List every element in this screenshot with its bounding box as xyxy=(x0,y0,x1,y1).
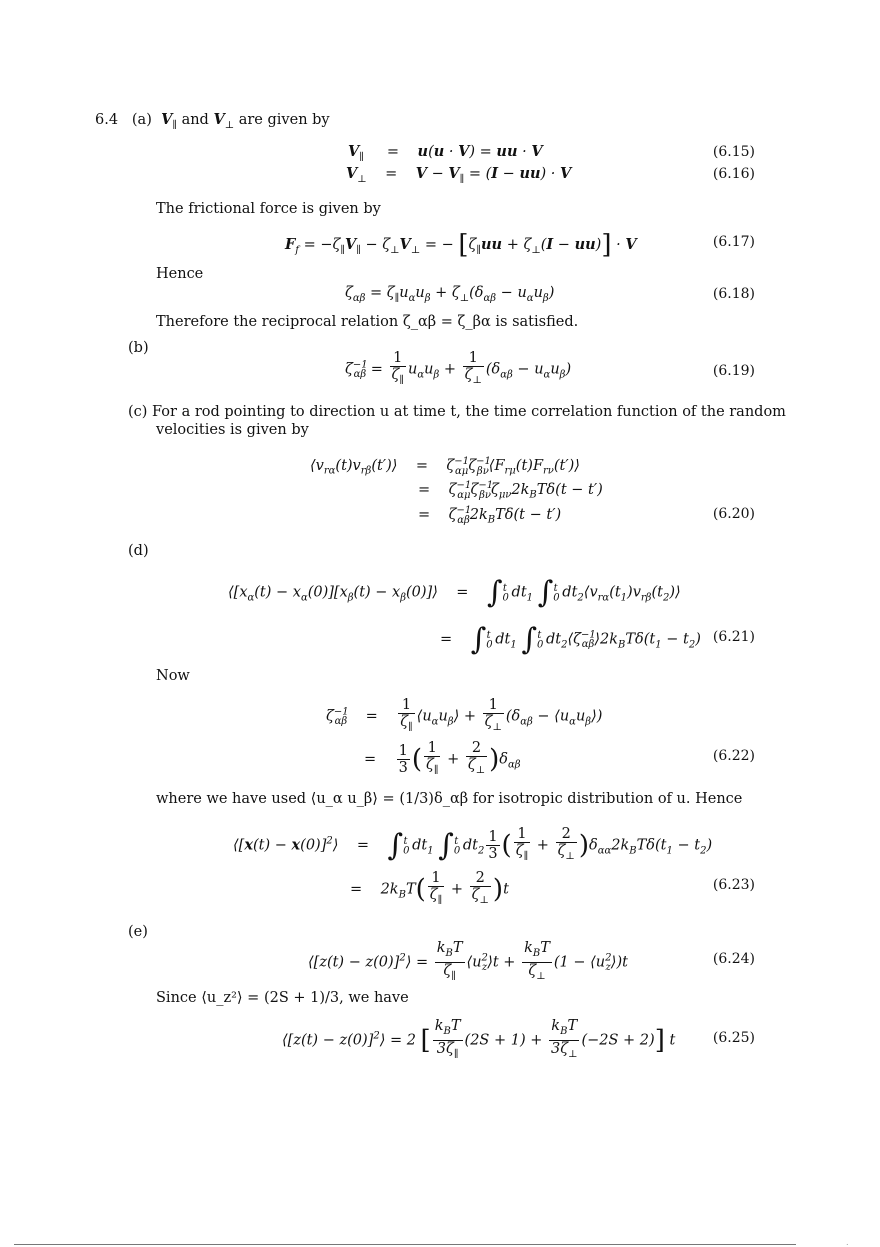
part-c-text-line1: (c) For a rod pointing to direction u at time t, the time correlation function of the random xyxy=(128,404,786,420)
equation-6-20-line1: $⟨v_{r\alpha}(t)v_{r\beta}(t')⟩$ = $\zeta^{-1}_{\alpha\mu}\zeta^{-1}_{\beta\nu}⟨F_{r\mu}(t)F_{r\nu}(t')⟩$ xyxy=(310,456,580,477)
equation-number: (6.19) xyxy=(712,363,755,379)
equation-number: (6.24) xyxy=(712,951,755,967)
equation-6-17: $F_f = -\zeta_\parallel V_\parallel - \zeta_\perp V_\perp$ = − $[\zeta_\parallel uu + \zeta_\perp(I - uu)] \cdot V$ xyxy=(285,230,637,260)
where-text: where we have used ⟨u_α u_β⟩ = (1/3)δ_αβ for isotropic distribution of u. Hence xyxy=(156,791,743,807)
equation-6-19: $\zeta^{-1}_{\alpha\beta}$ = $\frac{1}{\zeta_\parallel}$ $u_\alpha u_\beta$ + $\frac{1}{\zeta_\perp}$ $(\delta_{\alpha\beta} - u_\alpha u_\beta)$ xyxy=(345,350,572,386)
equation-6-20-line3: = $\zeta^{-1}_{\alpha\beta}2k_BT\delta(t - t')$ xyxy=(418,505,562,526)
equation-number: (6.18) xyxy=(712,286,755,302)
equation-6-18: $\zeta_{\alpha\beta} = \zeta_\parallel u_\alpha u_\beta + \zeta_\perp(\delta_{\alpha\beta} - u_\alpha u_\beta)$ xyxy=(345,285,555,304)
since-text: Since ⟨u_z²⟩ = (2S + 1)/3, we have xyxy=(156,990,409,1006)
page-mark: . xyxy=(846,1238,849,1247)
footer-rule xyxy=(14,1244,796,1245)
equation-6-25: ⟨[z(t) − z(0)]$^2$⟩ = 2 [ $\frac{k_BT}{3\zeta_\parallel}$ (2S + 1) + $\frac{k_BT}{3\zeta_\perp}$ (−2S + 2)] t xyxy=(282,1018,676,1060)
equation-6-23-line1: ⟨[x(t) − x(0)]$^2$⟩ = $\int_0^t$ $dt_1$ $\int_0^t$ $dt_2$ $\frac{1}{3}$ ( $\frac{1}{\zeta_\parallel}$ + $\frac{2}{\zeta_\perp}$ )$\delta_{\alpha\alpha}2k_BT\delta(t_1 - t_2)$ xyxy=(233,826,713,863)
equation-number: (6.23) xyxy=(712,877,755,893)
equation-number: (6.16) xyxy=(712,166,755,182)
part-a-label: (a) xyxy=(131,112,152,128)
problem-number: 6.4 xyxy=(95,112,119,128)
equation-6-15: $V_\parallel$ = u(u · V) = uu · V xyxy=(348,143,543,163)
hence-text-1: Hence xyxy=(156,266,204,282)
equation-6-21-line2: = $\int_0^t$ $dt_1$ $\int_0^t$ $dt_2⟨\zeta^{-1}_{\alpha\beta}⟩2k_BT\delta(t_1 - t_2)$ xyxy=(440,622,701,657)
equation-number: (6.17) xyxy=(712,234,755,250)
equation-6-20-line2: = $\zeta^{-1}_{\alpha\mu}\zeta^{-1}_{\beta\nu}\zeta_{\mu\nu}2k_BT\delta(t - t')$ xyxy=(418,480,603,501)
equation-number: (6.20) xyxy=(712,506,755,522)
part-d-label: (d) xyxy=(128,543,149,559)
equation-6-23-line2: = $2k_BT$( $\frac{1}{\zeta_\parallel}$ + $\frac{2}{\zeta_\perp}$ )t xyxy=(350,870,509,906)
equation-6-22-line2: = $\frac{1}{3}$ ( $\frac{1}{\zeta_\parallel}$ + $\frac{2}{\zeta_\perp}$ )$\delta_{\alpha\beta}$ xyxy=(364,740,521,776)
reciprocal-text: Therefore the reciprocal relation ζ_αβ = ζ_βα is satisfied. xyxy=(156,314,579,330)
part-c-text-line2: velocities is given by xyxy=(156,422,309,438)
equation-6-24: ⟨[z(t) − z(0)]$^2$⟩ = $\frac{k_BT}{\zeta_\parallel}$ $⟨u^2_z⟩t$ + $\frac{k_BT}{\zeta_\perp}$ $(1 - ⟨u^2_z⟩)t$ xyxy=(308,940,628,982)
equation-number: (6.21) xyxy=(712,629,755,645)
part-b-label: (b) xyxy=(128,340,149,356)
equation-6-16: $V_\perp$ = $V - V_\parallel = (I - uu) \cdot V$ xyxy=(346,165,572,185)
equation-number: (6.15) xyxy=(712,144,755,160)
problem-number-line: 6.4 (a) $V_\parallel$ and $V_\perp$ are given by xyxy=(95,111,330,131)
now-text: Now xyxy=(156,668,190,684)
equation-6-22-line1: $\zeta^{-1}_{\alpha\beta}$ = $\frac{1}{\zeta_\parallel}$ $⟨u_\alpha u_\beta⟩$ + $\frac{1}{\zeta_\perp}$ ($\delta_{\alpha\beta}$ − $⟨u_\alpha u_\beta⟩$) xyxy=(326,697,603,733)
equation-6-21-line1: $⟨[x_\alpha(t) - x_\alpha(0)][x_\beta(t)$ − $x_\beta(0)]⟩$ = $\int_0^t$ $dt_1$ $\int_0^t$ $dt_2⟨v_{r\alpha}(t_1)v_{r\beta}(t_2)⟩$ xyxy=(228,575,681,610)
part-e-label: (e) xyxy=(128,924,148,940)
part-a-intro-tail: are given by xyxy=(238,112,330,128)
equation-number: (6.22) xyxy=(712,748,755,764)
friction-text: The frictional force is given by xyxy=(156,201,381,217)
equation-number: (6.25) xyxy=(712,1030,755,1046)
